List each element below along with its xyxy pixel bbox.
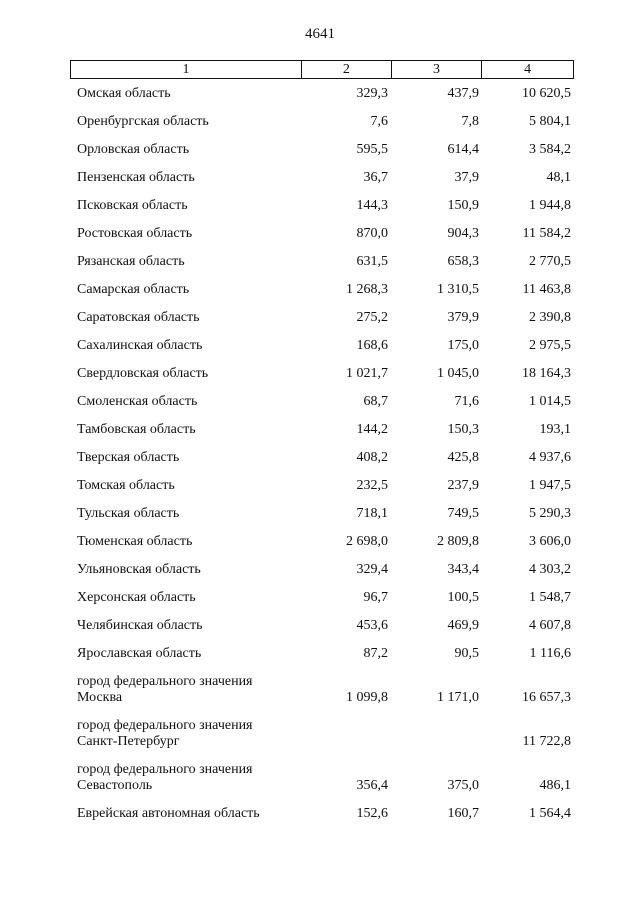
region-name-line: Тульская область <box>77 506 180 521</box>
value-col-2: 1 021,7 <box>346 366 388 381</box>
table-row <box>70 647 574 675</box>
value-col-4: 1 548,7 <box>529 590 571 605</box>
value-col-3: 614,4 <box>447 142 479 157</box>
region-name <box>70 563 301 591</box>
value-col-2: 168,6 <box>356 338 388 353</box>
value-col-3: 425,8 <box>447 450 479 465</box>
table-header <box>70 60 574 79</box>
value-col-4: 4 937,6 <box>529 450 571 465</box>
table-row <box>70 423 574 451</box>
value-col-3: 469,9 <box>447 618 479 633</box>
region-name-line: Москва <box>77 690 123 705</box>
value-col-3: 1 171,0 <box>437 690 479 705</box>
value-col-3: 1 310,5 <box>437 282 479 297</box>
region-name <box>70 395 301 423</box>
value-col-3: 749,5 <box>447 506 479 521</box>
region-name-line: Тамбовская область <box>77 422 196 437</box>
value-col-4: 3 584,2 <box>529 142 571 157</box>
table-row <box>70 619 574 647</box>
region-name <box>70 423 301 451</box>
value-col-3: 71,6 <box>454 394 479 409</box>
region-name <box>70 479 301 507</box>
region-name-line: Ульяновская область <box>77 562 201 577</box>
value-col-4: 3 606,0 <box>529 534 571 549</box>
value-col-4: 5 290,3 <box>529 506 571 521</box>
region-name <box>70 143 301 171</box>
table-row <box>70 535 574 563</box>
header-col-3: 3 <box>391 61 482 78</box>
table-row <box>70 591 574 619</box>
region-name <box>70 171 301 199</box>
header-col-2: 2 <box>301 61 391 78</box>
region-name-line: Саратовская область <box>77 310 200 325</box>
value-col-2: 595,5 <box>356 142 388 157</box>
value-col-4: 2 390,8 <box>529 310 571 325</box>
value-col-3 <box>391 719 482 763</box>
region-name-line: город федерального значения <box>77 762 253 777</box>
value-col-3: 150,9 <box>447 198 479 213</box>
region-name-line: Пензенская область <box>77 170 195 185</box>
value-col-3: 2 809,8 <box>437 534 479 549</box>
region-name-line: Тюменская область <box>77 534 193 549</box>
table-body <box>70 87 574 835</box>
region-name <box>70 87 301 115</box>
table-row <box>70 675 574 719</box>
region-name <box>70 339 301 367</box>
value-col-4: 11 584,2 <box>522 226 571 241</box>
region-name <box>70 115 301 143</box>
region-name-line: Псковская область <box>77 198 188 213</box>
region-name-line: Омская область <box>77 86 171 101</box>
region-name-line: Ростовская область <box>77 226 193 241</box>
value-col-3: 343,4 <box>447 562 479 577</box>
table-row <box>70 479 574 507</box>
table-row <box>70 171 574 199</box>
region-name-line: Ярославская область <box>77 646 202 661</box>
value-col-2: 329,3 <box>356 86 388 101</box>
value-col-2: 7,6 <box>370 114 388 129</box>
region-name <box>70 451 301 479</box>
value-col-2: 356,4 <box>356 778 388 793</box>
value-col-2: 718,1 <box>356 506 388 521</box>
value-col-2: 453,6 <box>356 618 388 633</box>
value-col-2: 1 268,3 <box>346 282 388 297</box>
value-col-2: 144,2 <box>356 422 388 437</box>
table-row <box>70 395 574 423</box>
table-row <box>70 719 574 763</box>
value-col-2: 1 099,8 <box>346 690 388 705</box>
region-name-line: Оренбургская область <box>77 114 209 129</box>
region-name-line: Самарская область <box>77 282 190 297</box>
region-name <box>70 535 301 563</box>
region-name <box>70 367 301 395</box>
region-name <box>70 807 301 835</box>
value-col-2: 408,2 <box>356 450 388 465</box>
region-name <box>70 283 301 311</box>
data-table <box>70 60 574 821</box>
region-name-line: Санкт-Петербург <box>77 734 180 749</box>
region-name <box>70 591 301 619</box>
value-col-2: 68,7 <box>363 394 388 409</box>
table-row <box>70 227 574 255</box>
value-col-2: 87,2 <box>363 646 388 661</box>
region-name <box>70 719 301 763</box>
table-row <box>70 451 574 479</box>
value-col-3: 175,0 <box>447 338 479 353</box>
value-col-4: 18 164,3 <box>522 366 571 381</box>
region-name-line: Челябинская область <box>77 618 203 633</box>
value-col-2: 152,6 <box>356 806 388 821</box>
table-row <box>70 507 574 535</box>
value-col-3: 1 045,0 <box>437 366 479 381</box>
region-name <box>70 227 301 255</box>
value-col-2: 96,7 <box>363 590 388 605</box>
value-col-3: 375,0 <box>447 778 479 793</box>
value-col-4: 1 116,6 <box>529 646 571 661</box>
value-col-3: 379,9 <box>447 310 479 325</box>
value-col-3: 658,3 <box>447 254 479 269</box>
region-name-line: Херсонская область <box>77 590 196 605</box>
value-col-4: 4 607,8 <box>529 618 571 633</box>
value-col-2: 631,5 <box>356 254 388 269</box>
value-col-4: 1 564,4 <box>529 806 571 821</box>
region-name-line: Томская область <box>77 478 175 493</box>
table-row <box>70 339 574 367</box>
header-col-4: 4 <box>481 61 573 78</box>
value-col-4: 5 804,1 <box>529 114 571 129</box>
region-name-line: Севастополь <box>77 778 153 793</box>
region-name-line: Еврейская автономная область <box>77 806 260 821</box>
value-col-2: 2 698,0 <box>346 534 388 549</box>
page-number: 4641 <box>305 26 335 42</box>
value-col-4: 16 657,3 <box>522 690 571 705</box>
table-row <box>70 255 574 283</box>
value-col-4: 1 944,8 <box>529 198 571 213</box>
table-row <box>70 763 574 807</box>
value-col-3: 904,3 <box>447 226 479 241</box>
value-col-4: 10 620,5 <box>522 86 571 101</box>
value-col-4: 193,1 <box>539 422 571 437</box>
value-col-3: 437,9 <box>447 86 479 101</box>
table-row <box>70 115 574 143</box>
table-row <box>70 283 574 311</box>
region-name-line: город федерального значения <box>77 718 253 733</box>
value-col-2: 329,4 <box>356 562 388 577</box>
value-col-2: 36,7 <box>363 170 388 185</box>
region-name-line: Смоленская область <box>77 394 198 409</box>
value-col-4: 2 975,5 <box>529 338 571 353</box>
value-col-2: 144,3 <box>356 198 388 213</box>
region-name <box>70 255 301 283</box>
value-col-3: 237,9 <box>447 478 479 493</box>
table-row <box>70 807 574 835</box>
value-col-2: 870,0 <box>356 226 388 241</box>
value-col-4: 11 463,8 <box>522 282 571 297</box>
region-name <box>70 647 301 675</box>
value-col-4: 48,1 <box>546 170 571 185</box>
region-name-line: Рязанская область <box>77 254 185 269</box>
table-row <box>70 143 574 171</box>
region-name <box>70 199 301 227</box>
value-col-3: 90,5 <box>454 646 479 661</box>
table-row <box>70 367 574 395</box>
value-col-3: 100,5 <box>447 590 479 605</box>
region-name <box>70 619 301 647</box>
table-row <box>70 87 574 115</box>
value-col-3: 7,8 <box>461 114 479 129</box>
table-row <box>70 563 574 591</box>
value-col-4: 1 947,5 <box>529 478 571 493</box>
value-col-4: 1 014,5 <box>529 394 571 409</box>
value-col-2: 232,5 <box>356 478 388 493</box>
value-col-4: 11 722,8 <box>522 734 571 749</box>
value-col-2: 275,2 <box>356 310 388 325</box>
region-name <box>70 507 301 535</box>
value-col-4: 2 770,5 <box>529 254 571 269</box>
region-name-line: Орловская область <box>77 142 190 157</box>
region-name-line: Тверская область <box>77 450 180 465</box>
value-col-4: 4 303,2 <box>529 562 571 577</box>
value-col-3: 160,7 <box>447 806 479 821</box>
region-name <box>70 675 301 719</box>
region-name-line: Сахалинская область <box>77 338 203 353</box>
table-row <box>70 311 574 339</box>
region-name-line: Свердловская область <box>77 366 209 381</box>
value-col-3: 37,9 <box>454 170 479 185</box>
value-col-3: 150,3 <box>447 422 479 437</box>
header-col-1: 1 <box>182 62 190 77</box>
region-name <box>70 763 301 807</box>
value-col-2 <box>301 719 391 763</box>
value-col-4: 486,1 <box>539 778 571 793</box>
region-name-line: город федерального значения <box>77 674 253 689</box>
table-row <box>70 199 574 227</box>
region-name <box>70 311 301 339</box>
